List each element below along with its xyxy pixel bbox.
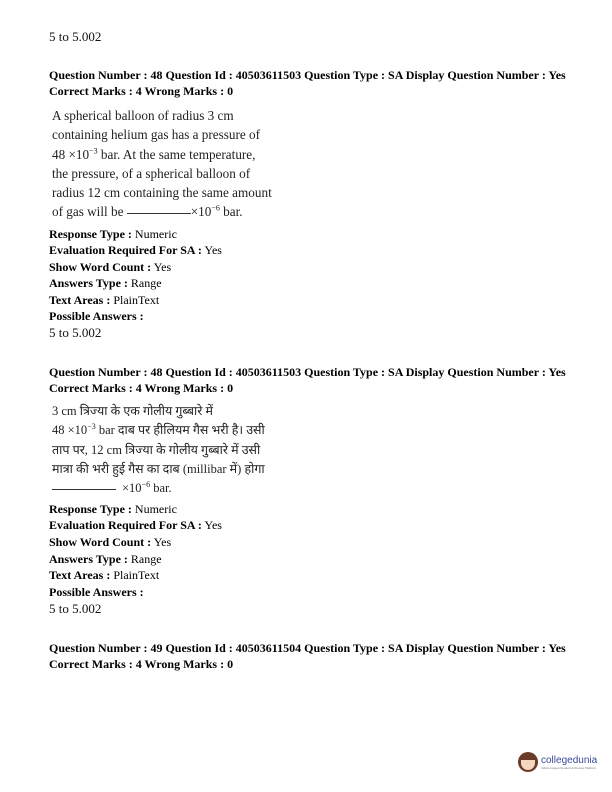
question-line xyxy=(52,421,294,440)
question-header: Question Number : 48 Question Id : 40503611503 Question Type : SA Display Question Number : Yes xyxy=(49,68,566,82)
question-marks: Correct Marks : 4 Wrong Marks : 0 xyxy=(49,657,234,671)
text: bar. At the same temperature, xyxy=(97,146,256,162)
text: bar. xyxy=(219,204,243,220)
field-response-type: Response Type : Numeric xyxy=(49,502,177,516)
field-possible-answers: Possible Answers : xyxy=(49,309,144,323)
exponent: −3 xyxy=(89,146,98,156)
field-text-areas: Text Areas : PlainText xyxy=(49,293,160,307)
question-header: Question Number : 48 Question Id : 40503611503 Question Type : SA Display Question Number : Yes xyxy=(49,365,566,379)
logo-tagline: India's largest Student & Review Platform xyxy=(541,765,597,770)
question-image xyxy=(52,402,294,498)
answer-blank xyxy=(127,213,191,214)
mascot-icon xyxy=(518,752,538,772)
question-line xyxy=(52,479,294,498)
text: 48 ×10 xyxy=(52,146,90,162)
question-line: ताप पर, 12 cm त्रिज्या के गोलीय गुब्बारे में उसी xyxy=(52,442,261,457)
text: ×10 xyxy=(122,481,142,496)
question-line: radius 12 cm containing the same amount xyxy=(52,185,272,201)
field-response-type: Response Type : Numeric xyxy=(49,227,177,241)
exponent: −6 xyxy=(211,204,220,214)
text: of gas will be xyxy=(52,204,127,220)
text: bar दाब पर हीलियम गैस भरी है। उसी xyxy=(95,423,265,438)
text: 48 ×10 xyxy=(52,423,88,438)
exponent: −3 xyxy=(87,422,96,432)
question-line xyxy=(52,202,294,221)
collegedunia-logo xyxy=(518,752,597,772)
field-word-count: Show Word Count : Yes xyxy=(49,260,172,274)
question-line: the pressure, of a spherical balloon of xyxy=(52,165,251,181)
question-line: 3 cm त्रिज्या के एक गोलीय गुब्बारे में xyxy=(52,404,213,418)
question-image xyxy=(52,106,294,222)
field-possible-answers: Possible Answers : xyxy=(49,585,144,599)
question-line: मात्रा की भरी हुई गैस का दाब (millibar में) होगा xyxy=(52,461,265,476)
possible-answer: 5 to 5.002 xyxy=(49,29,102,44)
question-line: A spherical balloon of radius 3 cm xyxy=(52,108,234,123)
question-marks: Correct Marks : 4 Wrong Marks : 0 xyxy=(49,381,234,395)
possible-answer: 5 to 5.002 xyxy=(49,325,102,340)
question-marks: Correct Marks : 4 Wrong Marks : 0 xyxy=(49,84,234,98)
logo-name: collegedunia xyxy=(541,754,598,766)
field-answers-type: Answers Type : Range xyxy=(49,552,162,566)
field-text-areas: Text Areas : PlainText xyxy=(49,568,160,582)
field-word-count: Show Word Count : Yes xyxy=(49,535,172,549)
possible-answer: 5 to 5.002 xyxy=(49,601,102,616)
question-line xyxy=(52,145,294,164)
field-answers-type: Answers Type : Range xyxy=(49,276,162,290)
text: ×10 xyxy=(190,204,212,220)
field-evaluation: Evaluation Required For SA : Yes xyxy=(49,243,222,257)
field-evaluation: Evaluation Required For SA : Yes xyxy=(49,518,222,532)
question-line: containing helium gas has a pressure of xyxy=(52,127,261,143)
question-header: Question Number : 49 Question Id : 40503611504 Question Type : SA Display Question Number : Yes xyxy=(49,641,566,655)
exponent: −6 xyxy=(141,480,151,490)
text: bar. xyxy=(150,481,172,496)
answer-blank xyxy=(52,489,116,490)
